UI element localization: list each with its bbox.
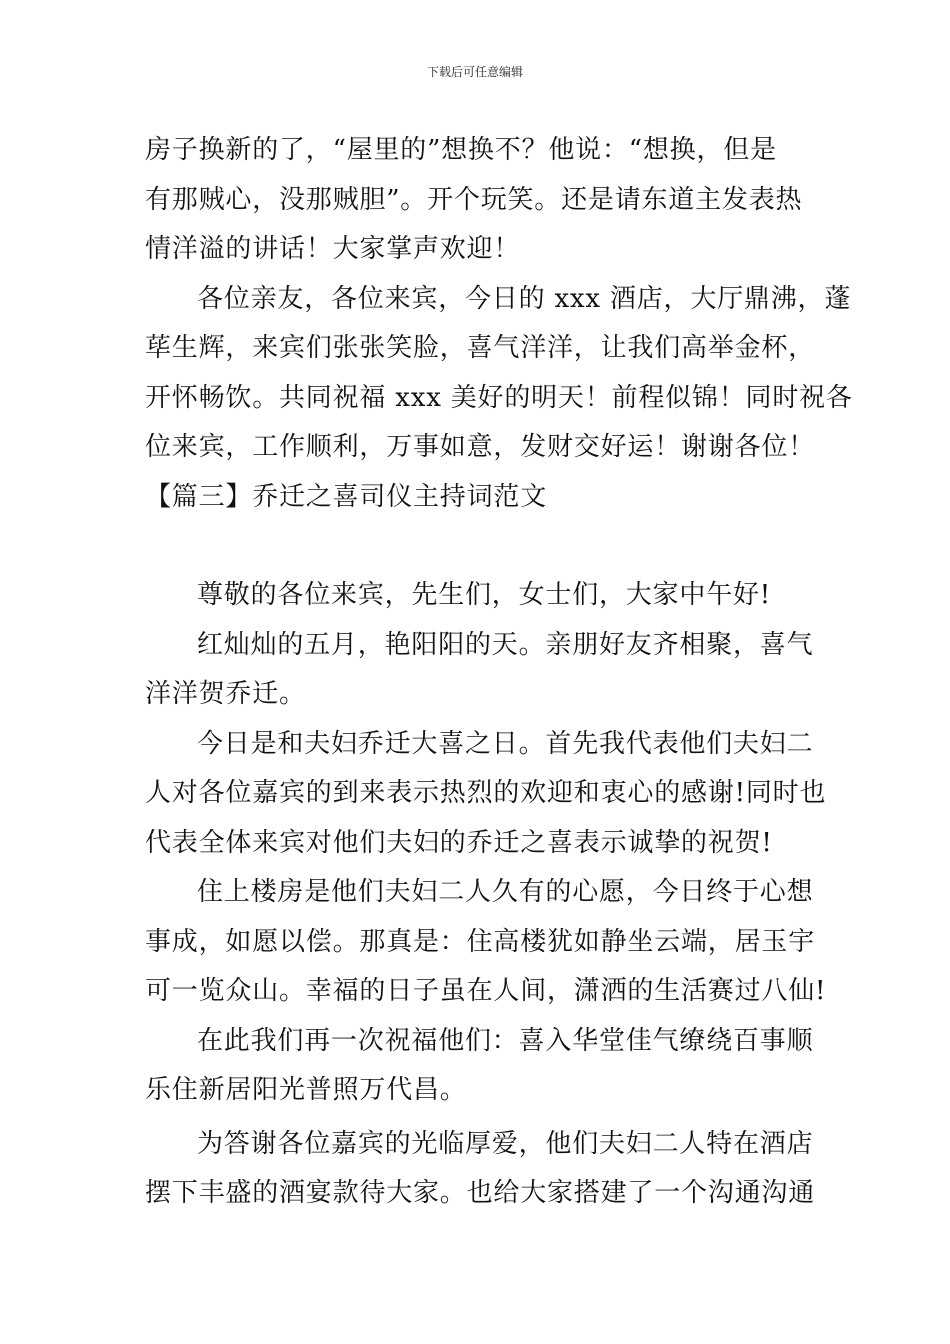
text-line: 今日是和夫妇乔迁大喜之日。首先我代表他们夫妇二 bbox=[197, 728, 814, 759]
text-line: 住上楼房是他们夫妇二人久有的心愿，今日终于心想 bbox=[197, 877, 814, 907]
text-line: 房子换新的了，“屋里的”想换不？他说：“想换，但是 bbox=[145, 135, 777, 165]
text-line: 情洋溢的讲话！大家掌声欢迎！ bbox=[145, 234, 521, 264]
text-line: 位来宾，工作顺利，万事如意，发财交好运！谢谢各位！ bbox=[145, 432, 816, 462]
text-line: 尊敬的各位来宾，先生们，女士们，大家中午好! bbox=[197, 580, 772, 610]
text-line: 开怀畅饮。共同祝福 xxx 美好的明天！前程似锦！同时祝各 bbox=[145, 382, 853, 413]
text-line: 红灿灿的五月，艳阳阳的天。亲朋好友齐相聚，喜气 bbox=[197, 629, 814, 660]
text-line: 人对各位嘉宾的到来表示热烈的欢迎和衷心的感谢!同时也 bbox=[145, 778, 827, 808]
paragraph-toast bbox=[145, 275, 853, 473]
paragraph-may bbox=[145, 621, 814, 720]
text-line: 代表全体来宾对他们夫妇的乔迁之喜表示诚挚的祝贺! bbox=[145, 827, 773, 858]
section-title: 【篇三】乔迁之喜司仪主持词范文 bbox=[145, 481, 548, 512]
text-line: 可一览众山。幸福的日子虽在人间，潇洒的生活赛过八仙! bbox=[145, 976, 827, 1006]
text-line: 乐住新居阳光普照万代昌。 bbox=[145, 1075, 467, 1105]
paragraph-banquet bbox=[145, 1120, 816, 1219]
paragraph-intro-joke bbox=[145, 126, 810, 275]
paragraph-blessing bbox=[145, 1017, 814, 1116]
section-heading bbox=[145, 473, 810, 523]
paragraph-greeting bbox=[145, 571, 810, 621]
text-line: 各位亲友，各位来宾，今日的 xxx 酒店，大厅鼎沸，蓬 bbox=[197, 283, 852, 314]
page-header: 下载后可任意编辑 bbox=[426, 65, 523, 79]
text-line: 为答谢各位嘉宾的光临厚爱，他们夫妇二人特在酒店 bbox=[197, 1128, 814, 1159]
document-body bbox=[145, 126, 853, 1219]
text-line: 事成，如愿以偿。那真是：住高楼犹如静坐云端，居玉宇 bbox=[145, 926, 816, 957]
text-line: 在此我们再一次祝福他们：喜入华堂佳气缭绕百事顺 bbox=[197, 1025, 814, 1056]
blank-line bbox=[145, 522, 810, 571]
text-line: 摆下丰盛的酒宴款待大家。也给大家搭建了一个沟通沟通 bbox=[145, 1178, 816, 1208]
text-line: 有那贼心，没那贼胆”。开个玩笑。还是请东道主发表热 bbox=[145, 184, 803, 215]
text-line: 洋洋贺乔迁。 bbox=[145, 679, 306, 709]
text-line: 荜生辉，来宾们张张笑脸，喜气洋洋，让我们高举金杯， bbox=[145, 333, 816, 363]
paragraph-today bbox=[145, 720, 827, 869]
paragraph-building bbox=[145, 868, 827, 1017]
